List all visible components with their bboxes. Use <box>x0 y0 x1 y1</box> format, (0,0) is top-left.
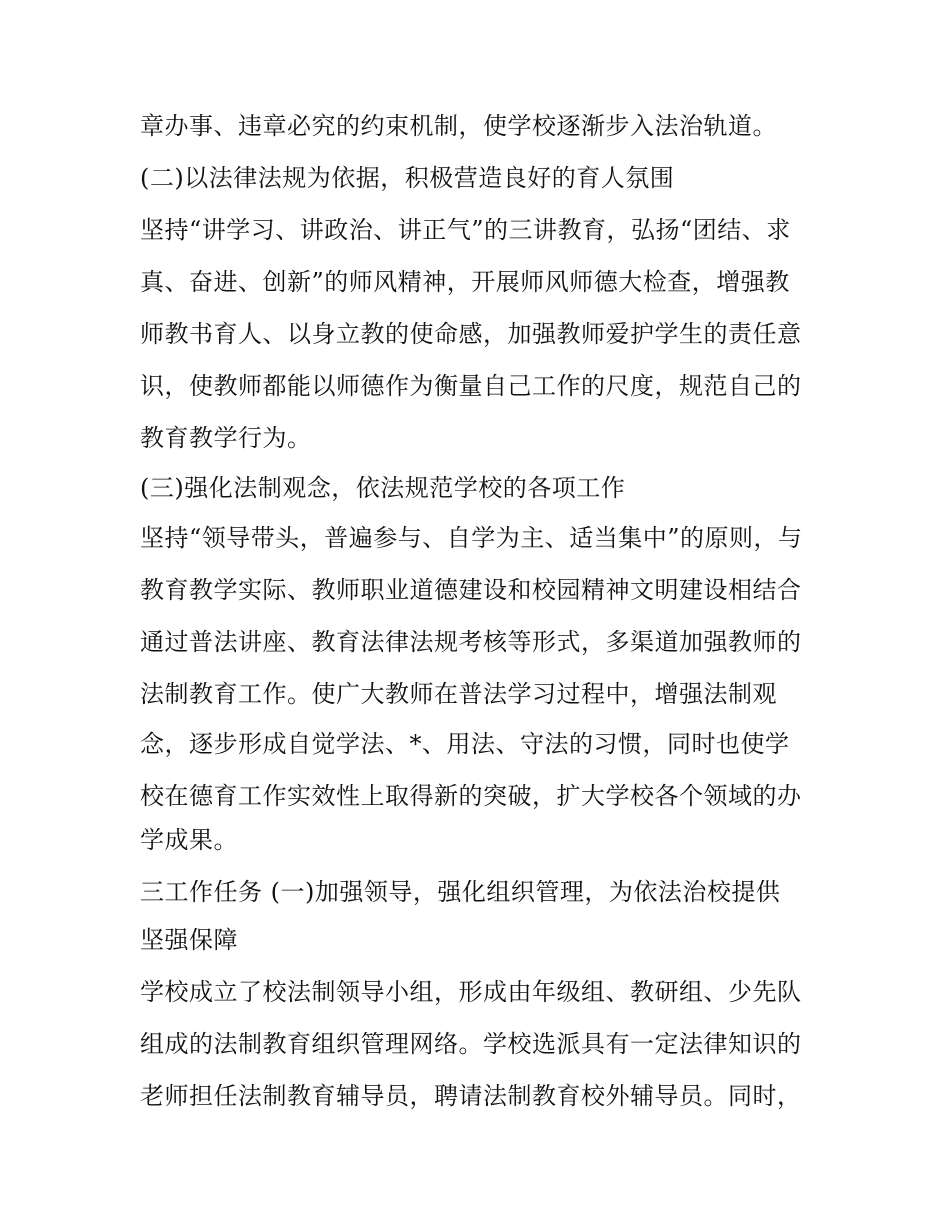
section-heading: 坚强保障 <box>140 926 238 954</box>
text-line: 教育教学实际、教师职业道德建设和校园精神文明建设相结合 <box>140 576 802 604</box>
text-line: 教育教学行为。 <box>140 424 312 452</box>
text-line: 章办事、违章必究的约束机制，使学校逐渐步入法治轨道。 <box>140 112 777 140</box>
text-line: 师教书育人、以身立教的使命感，加强教师爱护学生的责任意 <box>140 320 802 348</box>
text-line: 念，逐步形成自觉学法、*、用法、守法的习惯，同时也使学 <box>140 730 790 758</box>
section-heading: (三)强化法制观念，依法规范学校的各项工作 <box>140 474 626 502</box>
text-line: 坚持“领导带头，普遍参与、自学为主、适当集中”的原则，与 <box>140 524 803 552</box>
text-line: 老师担任法制教育辅导员，聘请法制教育校外辅导员。同时， <box>140 1082 802 1110</box>
text-line: 组成的法制教育组织管理网络。学校选派具有一定法律知识的 <box>140 1030 802 1058</box>
text-line: 识，使教师都能以师德作为衡量自己工作的尺度，规范自己的 <box>140 372 802 400</box>
section-heading: (二)以法律法规为依据，积极营造良好的育人氛围 <box>140 164 675 192</box>
text-line: 学校成立了校法制领导小组，形成由年级组、教研组、少先队 <box>140 978 802 1006</box>
text-line: 通过普法讲座、教育法律法规考核等形式，多渠道加强教师的 <box>140 628 802 656</box>
text-line: 坚持“讲学习、讲政治、讲正气”的三讲教育，弘扬“团结、求 <box>140 216 791 244</box>
text-line: 真、奋进、创新”的师风精神，开展师风师德大检查，增强教 <box>140 268 790 296</box>
section-heading: 三工作任务 (一)加强领导，强化组织管理，为依法治校提供 <box>140 878 781 906</box>
text-line: 学成果。 <box>140 826 238 854</box>
text-line: 法制教育工作。使广大教师在普法学习过程中，增强法制观 <box>140 680 777 708</box>
text-line: 校在德育工作实效性上取得新的突破，扩大学校各个领域的办 <box>140 782 802 810</box>
